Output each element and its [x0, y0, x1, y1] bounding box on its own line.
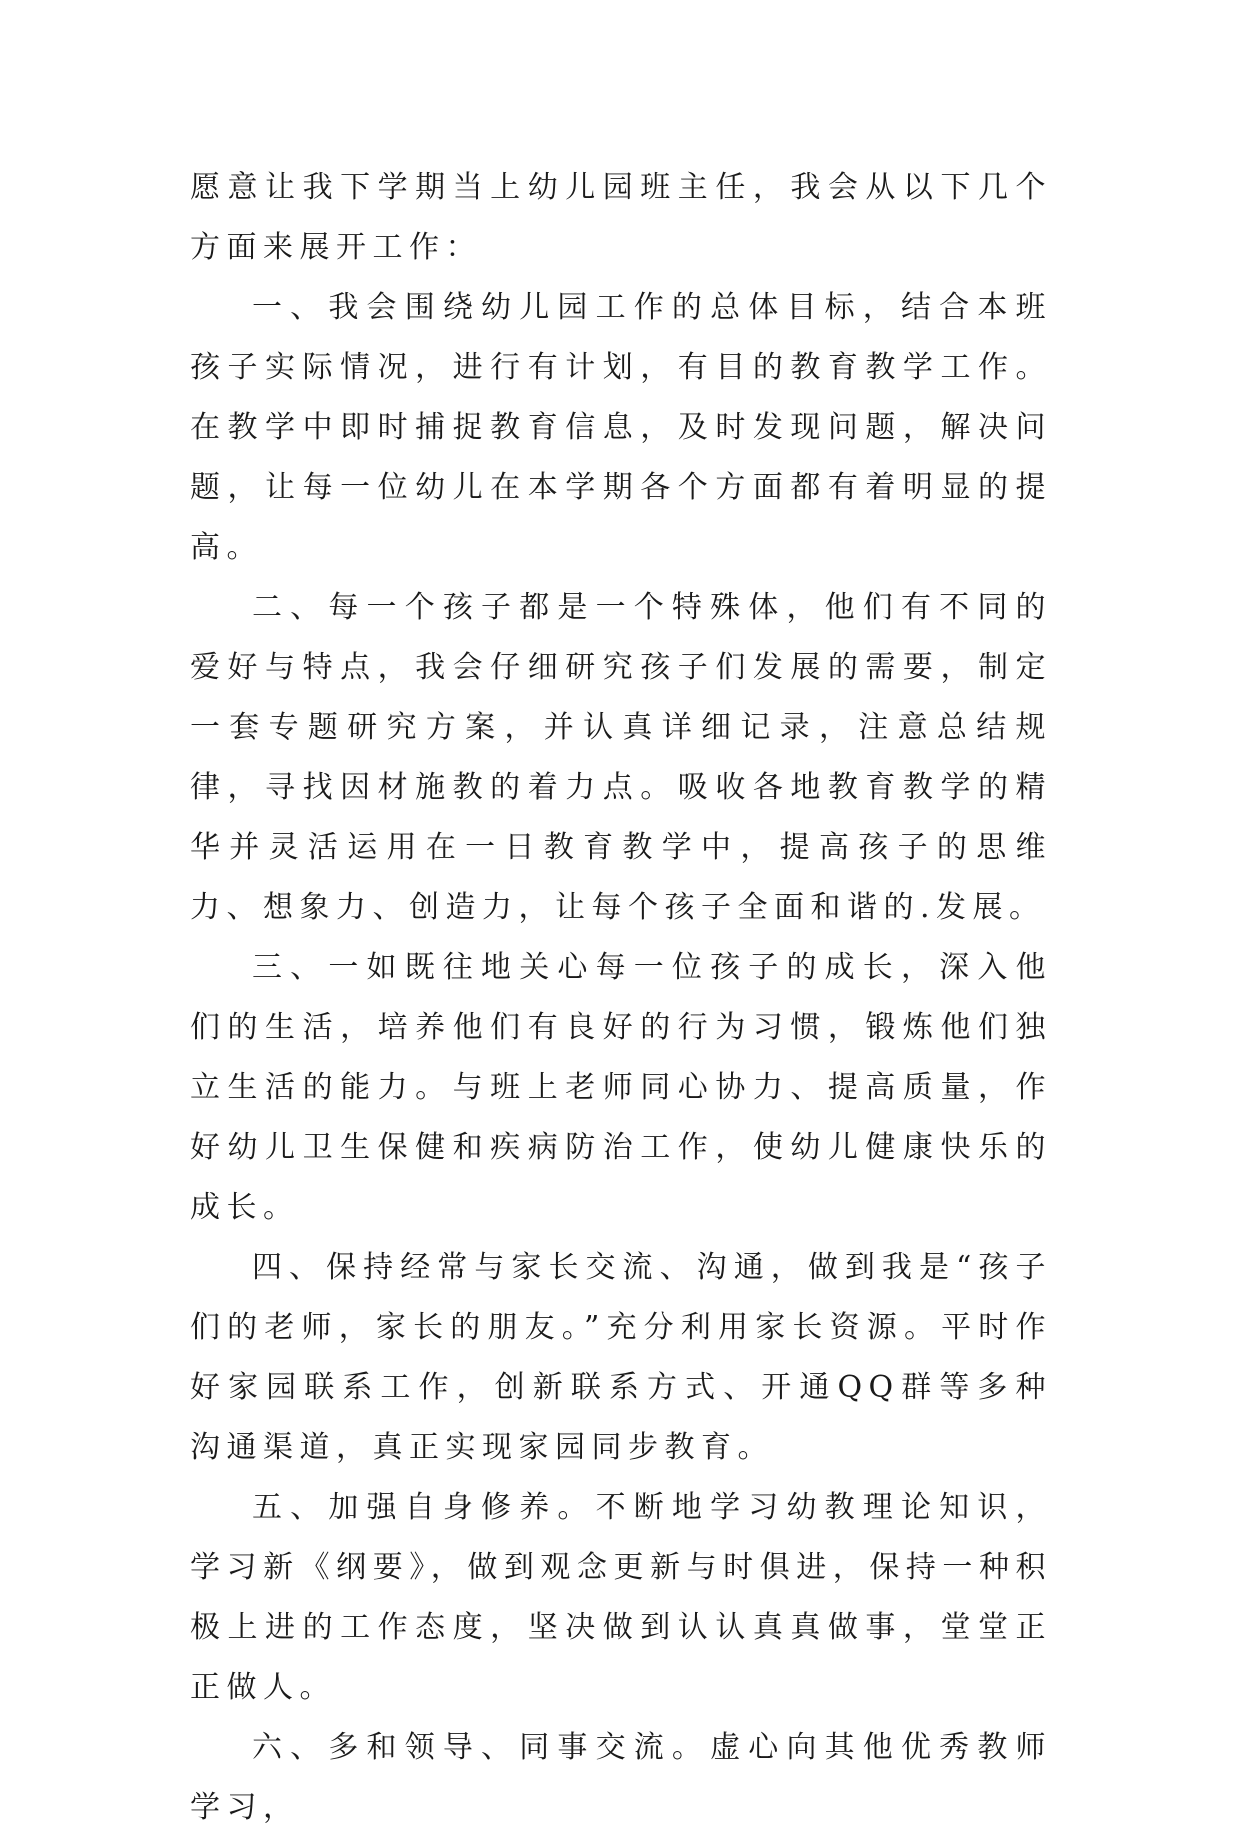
- paragraph-intro: 愿意让我下学期当上幼儿园班主任，我会从以下几个方面来展开工作：: [190, 170, 1052, 265]
- document-body: [190, 158, 1052, 1838]
- paragraph-item-6: 六、多和领导、同事交流。虚心向其他优秀教师学习，: [190, 1730, 1052, 1825]
- paragraph-item-5: 五、加强自身修养。不断地学习幼教理论知识，学习新《纲要》，做到观念更新与时俱进，保持一种积极上进的工作态度，坚决做到认认真真做事，堂堂正正做人。: [190, 1490, 1052, 1705]
- paragraph-item-1: 一、我会围绕幼儿园工作的总体目标，结合本班孩子实际情况，进行有计划，有目的教育教学工作。在教学中即时捕捉教育信息，及时发现问题，解决问题，让每一位幼儿在本学期各个方面都有着明显的提高。: [190, 290, 1052, 565]
- paragraph-item-2: 二、每一个孩子都是一个特殊体，他们有不同的爱好与特点，我会仔细研究孩子们发展的需要，制定一套专题研究方案，并认真详细记录，注意总结规律，寻找因材施教的着力点。吸收各地教育教学的精华并灵活运用在一日教育教学中，提高孩子的思维力、想象力、创造力，让每个孩子全面和谐的.发展。: [190, 590, 1052, 925]
- paragraph-item-3: 三、一如既往地关心每一位孩子的成长，深入他们的生活，培养他们有良好的行为习惯，锻炼他们独立生活的能力。与班上老师同心协力、提高质量，作好幼儿卫生保健和疾病防治工作，使幼儿健康快乐的成长。: [190, 950, 1052, 1225]
- paragraph-item-4: 四、保持经常与家长交流、沟通，做到我是“孩子们的老师，家长的朋友。”充分利用家长资源。平时作好家园联系工作，创新联系方式、开通QQ群等多种沟通渠道，真正实现家园同步教育。: [190, 1250, 1052, 1465]
